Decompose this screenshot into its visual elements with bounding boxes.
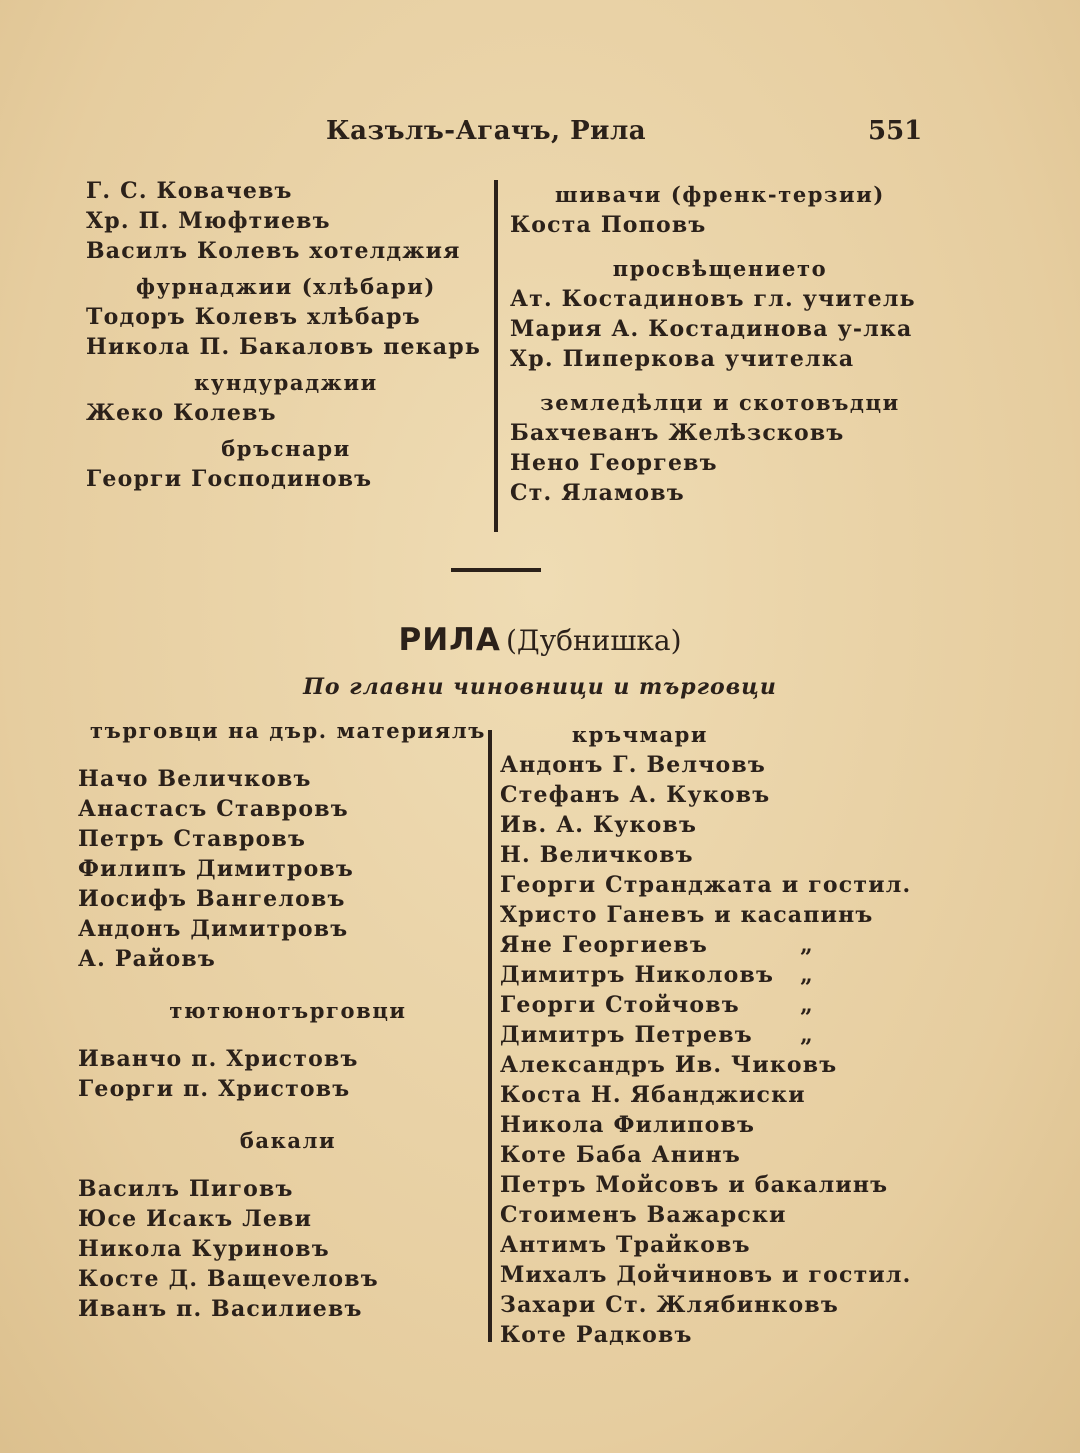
directory-entry: Филипъ Димитровъ bbox=[78, 856, 355, 882]
directory-entry: А. Райовъ bbox=[78, 946, 216, 972]
directory-entry: Иосифъ Вангеловъ bbox=[78, 886, 346, 912]
directory-entry: Хр. Пиперкова учителка bbox=[510, 346, 855, 372]
category-heading: фурнаджии (хлѣбари) bbox=[136, 274, 436, 299]
directory-entry: Никола Филиповъ bbox=[500, 1112, 756, 1138]
directory-entry: Коте Радковъ bbox=[500, 1322, 693, 1348]
directory-entry: Косте Д. Ващеveловъ bbox=[78, 1266, 379, 1292]
category-heading: шивачи (френк-терзии) bbox=[555, 182, 885, 207]
column-divider bbox=[488, 730, 492, 1342]
section-separator bbox=[451, 568, 541, 572]
entry-name: Георги Стойчовъ bbox=[500, 992, 740, 1018]
category-heading: кундураджии bbox=[194, 370, 378, 395]
category-heading: бръснари bbox=[221, 436, 351, 461]
directory-entry: Бахчеванъ Желѣзсковъ bbox=[510, 420, 845, 446]
directory-entry: Анастасъ Ставровъ bbox=[78, 796, 349, 822]
directory-entry bbox=[500, 1020, 814, 1050]
directory-entry: Тодоръ Колевъ хлѣбаръ bbox=[86, 304, 421, 330]
directory-entry: Антимъ Трайковъ bbox=[500, 1232, 751, 1258]
category-heading: кръчмари bbox=[571, 722, 709, 747]
directory-entry: Ст. Яламовъ bbox=[510, 480, 685, 506]
directory-entry: Александръ Ив. Чиковъ bbox=[500, 1052, 838, 1078]
entry-name: Яне Георгиевъ bbox=[500, 932, 708, 958]
directory-entry: Коста Поповъ bbox=[510, 212, 707, 238]
category-heading: търговци на дър. материялъ bbox=[90, 718, 486, 743]
directory-entry: Андонъ Димитровъ bbox=[78, 916, 349, 942]
directory-entry: Георги Господиновъ bbox=[86, 466, 373, 492]
directory-entry: Хр. П. Мюфтиевъ bbox=[86, 208, 331, 234]
directory-entry: Г. С. Ковачевъ bbox=[86, 178, 293, 204]
directory-entry: Коте Баба Анинъ bbox=[500, 1142, 741, 1168]
directory-entry: Ат. Костадиновъ гл. учитель bbox=[510, 286, 916, 312]
column-divider bbox=[494, 180, 498, 532]
directory-entry: Ив. А. Куковъ bbox=[500, 812, 698, 838]
top-right-column bbox=[510, 180, 930, 508]
directory-entry bbox=[500, 990, 814, 1020]
directory-entry: Стефанъ А. Куковъ bbox=[500, 782, 771, 808]
directory-entry: Христо Ганевъ и касапинъ bbox=[500, 902, 874, 928]
directory-entry: Начо Величковъ bbox=[78, 766, 312, 792]
directory-entry bbox=[500, 960, 814, 990]
category-heading: просвѣщението bbox=[612, 256, 828, 281]
entry-name: Димитръ Петревъ bbox=[500, 1022, 753, 1048]
directory-entry bbox=[500, 930, 814, 960]
directory-entry: Никола П. Бакаловъ пекарь bbox=[86, 334, 481, 360]
category-heading: земледѣлци и скотовъдци bbox=[540, 390, 900, 415]
section-title-main: РИЛА bbox=[398, 622, 501, 658]
directory-entry: Михалъ Дойчиновъ и гостил. bbox=[500, 1262, 912, 1288]
directory-entry: Никола Куриновъ bbox=[78, 1236, 330, 1262]
directory-entry: Коста Н. Ябанджиски bbox=[500, 1082, 806, 1108]
directory-entry: Иванчо п. Христовъ bbox=[78, 1046, 359, 1072]
ditto-mark: „ bbox=[800, 932, 814, 958]
top-left-column bbox=[86, 176, 486, 494]
directory-entry: Иванъ п. Василиевъ bbox=[78, 1296, 363, 1322]
directory-entry: Василъ Колевъ хотелджия bbox=[86, 238, 461, 264]
category-heading: тютюнотърговци bbox=[169, 998, 407, 1023]
section-subtitle: По главни чиновници и търговци bbox=[303, 674, 777, 700]
ditto-mark: „ bbox=[800, 1022, 814, 1048]
directory-entry: Андонъ Г. Велчовъ bbox=[500, 752, 766, 778]
directory-entry: Георги п. Христовъ bbox=[78, 1076, 351, 1102]
directory-entry: Стоименъ Важарски bbox=[500, 1202, 787, 1228]
entry-name: Димитръ Николовъ bbox=[500, 962, 775, 988]
page-header bbox=[0, 112, 1080, 152]
directory-entry: Василъ Пиговъ bbox=[78, 1176, 294, 1202]
directory-entry: Георги Странджата и гостил. bbox=[500, 872, 912, 898]
directory-entry: Захари Ст. Жлябинковъ bbox=[500, 1292, 839, 1318]
directory-entry: Нено Георгевъ bbox=[510, 450, 718, 476]
section-title-suffix: (Дубнишка) bbox=[506, 624, 682, 657]
running-title: Казълъ-Агачъ, Рила bbox=[326, 116, 647, 146]
page-number: 551 bbox=[868, 116, 923, 146]
directory-entry: Мария А. Костадинова у-лка bbox=[510, 316, 913, 342]
section-title bbox=[0, 622, 1080, 658]
ditto-mark: „ bbox=[800, 992, 814, 1018]
bottom-left-column bbox=[78, 716, 498, 1324]
directory-entry: Жеко Колевъ bbox=[86, 400, 277, 426]
directory-entry: Н. Величковъ bbox=[500, 842, 694, 868]
directory-entry: Петръ Мойсовъ и бакалинъ bbox=[500, 1172, 889, 1198]
directory-entry: Юсе Исакъ Леви bbox=[78, 1206, 313, 1232]
bottom-right-column bbox=[500, 720, 940, 1350]
category-heading: бакали bbox=[239, 1128, 337, 1153]
ditto-mark: „ bbox=[800, 962, 814, 988]
directory-entry: Петръ Ставровъ bbox=[78, 826, 307, 852]
